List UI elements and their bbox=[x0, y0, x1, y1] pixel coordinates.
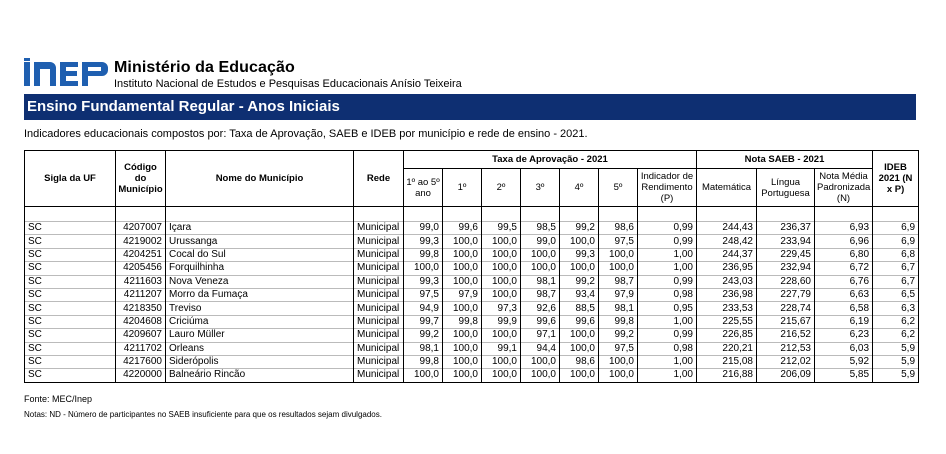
cell-rede: Municipal bbox=[354, 315, 404, 328]
header-indicador-rendimento: Indicador de Rendimento (P) bbox=[638, 169, 697, 207]
cell-taxa-2: 99,9 bbox=[482, 315, 521, 328]
cell-taxa-4: 99,2 bbox=[560, 275, 599, 288]
cell-ideb: 6,5 bbox=[873, 288, 919, 301]
cell-portugues: 227,79 bbox=[757, 288, 815, 301]
header-lingua-portuguesa: Língua Portuguesa bbox=[757, 169, 815, 207]
cell-matematica: 220,21 bbox=[697, 342, 757, 355]
cell-nota-media: 6,58 bbox=[815, 302, 873, 315]
cell-codigo: 4204608 bbox=[116, 315, 166, 328]
table-body bbox=[25, 207, 919, 383]
cell-taxa-4: 99,6 bbox=[560, 315, 599, 328]
cell-taxa-1-5: 99,7 bbox=[404, 315, 443, 328]
header-codigo: Código do Município bbox=[116, 151, 166, 207]
header-taxa-1: 1º bbox=[443, 169, 482, 207]
cell-nome: Forquilhinha bbox=[166, 262, 354, 275]
cell-taxa-1: 100,0 bbox=[443, 342, 482, 355]
cell-rede: Municipal bbox=[354, 329, 404, 342]
cell-taxa-4: 99,2 bbox=[560, 222, 599, 235]
table-row bbox=[25, 355, 919, 368]
table-row bbox=[25, 262, 919, 275]
cell-taxa-1-5: 99,3 bbox=[404, 235, 443, 248]
cell-uf: SC bbox=[25, 342, 116, 355]
cell-taxa-1: 100,0 bbox=[443, 369, 482, 382]
cell-codigo: 4217600 bbox=[116, 355, 166, 368]
cell-taxa-2: 100,0 bbox=[482, 262, 521, 275]
cell-ideb: 5,9 bbox=[873, 369, 919, 382]
cell-portugues: 229,45 bbox=[757, 248, 815, 261]
cell-taxa-2: 100,0 bbox=[482, 329, 521, 342]
cell-taxa-1-5: 94,9 bbox=[404, 302, 443, 315]
cell-codigo: 4219002 bbox=[116, 235, 166, 248]
cell-nota-media: 6,76 bbox=[815, 275, 873, 288]
cell-taxa-1: 100,0 bbox=[443, 355, 482, 368]
cell-nota-media: 5,85 bbox=[815, 369, 873, 382]
cell-matematica: 236,98 bbox=[697, 288, 757, 301]
cell-taxa-3: 100,0 bbox=[521, 355, 560, 368]
cell-nota-media: 6,19 bbox=[815, 315, 873, 328]
cell-taxa-5: 97,9 bbox=[599, 288, 638, 301]
cell-nome: Siderópolis bbox=[166, 355, 354, 368]
cell-nome: Balneário Rincão bbox=[166, 369, 354, 382]
cell-nome: Nova Veneza bbox=[166, 275, 354, 288]
cell-taxa-5: 99,2 bbox=[599, 329, 638, 342]
cell-nota-media: 6,72 bbox=[815, 262, 873, 275]
cell-taxa-1: 99,6 bbox=[443, 222, 482, 235]
cell-taxa-3: 98,1 bbox=[521, 275, 560, 288]
cell-taxa-2: 100,0 bbox=[482, 248, 521, 261]
cell-taxa-1: 100,0 bbox=[443, 302, 482, 315]
cell-taxa-5: 100,0 bbox=[599, 355, 638, 368]
cell-uf: SC bbox=[25, 288, 116, 301]
cell-nome: Cocal do Sul bbox=[166, 248, 354, 261]
section-banner bbox=[24, 94, 916, 120]
institute-name: Instituto Nacional de Estudos e Pesquisas Educacionais Anísio Teixeira bbox=[114, 78, 462, 90]
cell-indicador: 0,98 bbox=[638, 342, 697, 355]
header-saeb-group: Nota SAEB - 2021 bbox=[697, 151, 873, 169]
cell-taxa-1: 100,0 bbox=[443, 275, 482, 288]
cell-taxa-4: 100,0 bbox=[560, 235, 599, 248]
cell-matematica: 226,85 bbox=[697, 329, 757, 342]
cell-taxa-1: 97,9 bbox=[443, 288, 482, 301]
table-row bbox=[25, 235, 919, 248]
cell-ideb: 5,9 bbox=[873, 355, 919, 368]
header-taxa-2: 2º bbox=[482, 169, 521, 207]
cell-taxa-2: 99,1 bbox=[482, 342, 521, 355]
report-header bbox=[24, 58, 924, 92]
cell-taxa-3: 99,6 bbox=[521, 315, 560, 328]
cell-taxa-1-5: 99,8 bbox=[404, 248, 443, 261]
cell-rede: Municipal bbox=[354, 275, 404, 288]
cell-uf: SC bbox=[25, 262, 116, 275]
cell-taxa-5: 97,5 bbox=[599, 342, 638, 355]
cell-taxa-5: 97,5 bbox=[599, 235, 638, 248]
banner-title: Ensino Fundamental Regular - Anos Iniciais bbox=[27, 98, 340, 115]
cell-nota-media: 5,92 bbox=[815, 355, 873, 368]
cell-indicador: 1,00 bbox=[638, 262, 697, 275]
cell-codigo: 4220000 bbox=[116, 369, 166, 382]
cell-ideb: 6,9 bbox=[873, 222, 919, 235]
cell-taxa-4: 99,3 bbox=[560, 248, 599, 261]
cell-taxa-1-5: 99,8 bbox=[404, 355, 443, 368]
table-row bbox=[25, 222, 919, 235]
cell-matematica: 244,43 bbox=[697, 222, 757, 235]
cell-taxa-5: 100,0 bbox=[599, 369, 638, 382]
cell-nome: Treviso bbox=[166, 302, 354, 315]
cell-rede: Municipal bbox=[354, 235, 404, 248]
cell-matematica: 236,95 bbox=[697, 262, 757, 275]
cell-portugues: 233,94 bbox=[757, 235, 815, 248]
cell-taxa-1: 100,0 bbox=[443, 248, 482, 261]
cell-codigo: 4211603 bbox=[116, 275, 166, 288]
cell-taxa-3: 97,1 bbox=[521, 329, 560, 342]
table-row bbox=[25, 302, 919, 315]
cell-taxa-1-5: 99,3 bbox=[404, 275, 443, 288]
cell-codigo: 4211702 bbox=[116, 342, 166, 355]
table-row bbox=[25, 315, 919, 328]
cell-taxa-4: 98,6 bbox=[560, 355, 599, 368]
cell-taxa-2: 100,0 bbox=[482, 235, 521, 248]
cell-taxa-4: 100,0 bbox=[560, 369, 599, 382]
cell-indicador: 0,99 bbox=[638, 235, 697, 248]
cell-indicador: 1,00 bbox=[638, 369, 697, 382]
cell-uf: SC bbox=[25, 248, 116, 261]
cell-codigo: 4204251 bbox=[116, 248, 166, 261]
cell-ideb: 6,9 bbox=[873, 235, 919, 248]
cell-taxa-1: 100,0 bbox=[443, 235, 482, 248]
cell-matematica: 233,53 bbox=[697, 302, 757, 315]
cell-taxa-5: 99,8 bbox=[599, 315, 638, 328]
cell-taxa-1-5: 99,2 bbox=[404, 329, 443, 342]
header-nome: Nome do Município bbox=[166, 151, 354, 207]
cell-nome: Orleans bbox=[166, 342, 354, 355]
cell-rede: Municipal bbox=[354, 355, 404, 368]
cell-nome: Urussanga bbox=[166, 235, 354, 248]
cell-taxa-1-5: 98,1 bbox=[404, 342, 443, 355]
cell-codigo: 4211207 bbox=[116, 288, 166, 301]
cell-indicador: 1,00 bbox=[638, 355, 697, 368]
cell-taxa-5: 100,0 bbox=[599, 248, 638, 261]
cell-taxa-3: 100,0 bbox=[521, 248, 560, 261]
cell-taxa-2: 100,0 bbox=[482, 275, 521, 288]
cell-codigo: 4209607 bbox=[116, 329, 166, 342]
cell-taxa-1-5: 100,0 bbox=[404, 369, 443, 382]
cell-rede: Municipal bbox=[354, 262, 404, 275]
cell-nome: Criciúma bbox=[166, 315, 354, 328]
cell-taxa-4: 100,0 bbox=[560, 262, 599, 275]
cell-taxa-2: 100,0 bbox=[482, 288, 521, 301]
cell-taxa-1-5: 97,5 bbox=[404, 288, 443, 301]
cell-ideb: 6,3 bbox=[873, 302, 919, 315]
cell-rede: Municipal bbox=[354, 222, 404, 235]
cell-indicador: 1,00 bbox=[638, 248, 697, 261]
header-taxa-group: Taxa de Aprovação - 2021 bbox=[404, 151, 697, 169]
cell-taxa-4: 88,5 bbox=[560, 302, 599, 315]
cell-nome: Lauro Müller bbox=[166, 329, 354, 342]
cell-rede: Municipal bbox=[354, 288, 404, 301]
cell-indicador: 0,99 bbox=[638, 329, 697, 342]
cell-uf: SC bbox=[25, 275, 116, 288]
cell-nome: Morro da Fumaça bbox=[166, 288, 354, 301]
cell-matematica: 243,03 bbox=[697, 275, 757, 288]
cell-uf: SC bbox=[25, 222, 116, 235]
cell-rede: Municipal bbox=[354, 248, 404, 261]
cell-portugues: 212,53 bbox=[757, 342, 815, 355]
cell-indicador: 0,95 bbox=[638, 302, 697, 315]
cell-taxa-1: 99,8 bbox=[443, 315, 482, 328]
header-ideb: IDEB 2021 (N x P) bbox=[873, 151, 919, 207]
table-row bbox=[25, 288, 919, 301]
ministry-title: Ministério da Educação bbox=[114, 59, 295, 76]
cell-taxa-4: 93,4 bbox=[560, 288, 599, 301]
cell-uf: SC bbox=[25, 302, 116, 315]
cell-uf: SC bbox=[25, 235, 116, 248]
cell-codigo: 4207007 bbox=[116, 222, 166, 235]
cell-nome: Içara bbox=[166, 222, 354, 235]
cell-nota-media: 6,03 bbox=[815, 342, 873, 355]
header-matematica: Matemática bbox=[697, 169, 757, 207]
cell-matematica: 248,42 bbox=[697, 235, 757, 248]
cell-taxa-5: 100,0 bbox=[599, 262, 638, 275]
cell-portugues: 228,74 bbox=[757, 302, 815, 315]
cell-taxa-5: 98,6 bbox=[599, 222, 638, 235]
report-subtitle: Indicadores educacionais compostos por: Taxa de Aprovação, SAEB e IDEB por município e rede de ensino - 2021. bbox=[24, 128, 588, 140]
cell-uf: SC bbox=[25, 369, 116, 382]
cell-rede: Municipal bbox=[354, 369, 404, 382]
cell-portugues: 206,09 bbox=[757, 369, 815, 382]
cell-taxa-3: 98,7 bbox=[521, 288, 560, 301]
cell-uf: SC bbox=[25, 329, 116, 342]
table-row bbox=[25, 329, 919, 342]
cell-portugues: 212,02 bbox=[757, 355, 815, 368]
table-row bbox=[25, 342, 919, 355]
cell-codigo: 4205456 bbox=[116, 262, 166, 275]
header-uf: Sigla da UF bbox=[25, 151, 116, 207]
cell-nota-media: 6,63 bbox=[815, 288, 873, 301]
cell-taxa-5: 98,1 bbox=[599, 302, 638, 315]
cell-portugues: 236,37 bbox=[757, 222, 815, 235]
cell-taxa-3: 100,0 bbox=[521, 262, 560, 275]
cell-taxa-2: 100,0 bbox=[482, 355, 521, 368]
cell-rede: Municipal bbox=[354, 342, 404, 355]
cell-ideb: 5,9 bbox=[873, 342, 919, 355]
cell-indicador: 1,00 bbox=[638, 315, 697, 328]
cell-taxa-2: 99,5 bbox=[482, 222, 521, 235]
indicators-table bbox=[24, 150, 919, 383]
cell-taxa-3: 92,6 bbox=[521, 302, 560, 315]
cell-taxa-1-5: 100,0 bbox=[404, 262, 443, 275]
cell-ideb: 6,2 bbox=[873, 329, 919, 342]
cell-taxa-1: 100,0 bbox=[443, 329, 482, 342]
cell-matematica: 225,55 bbox=[697, 315, 757, 328]
cell-nota-media: 6,96 bbox=[815, 235, 873, 248]
header-nota-media: Nota Média Padronizada (N) bbox=[815, 169, 873, 207]
cell-taxa-1-5: 99,0 bbox=[404, 222, 443, 235]
footer-notes: Notas: ND - Número de participantes no SAEB insuficiente para que os resultados sejam divulgados. bbox=[24, 410, 382, 419]
cell-uf: SC bbox=[25, 315, 116, 328]
header-taxa-3: 3º bbox=[521, 169, 560, 207]
cell-portugues: 215,67 bbox=[757, 315, 815, 328]
cell-portugues: 216,52 bbox=[757, 329, 815, 342]
cell-nota-media: 6,93 bbox=[815, 222, 873, 235]
cell-rede: Municipal bbox=[354, 302, 404, 315]
footer-source: Fonte: MEC/Inep bbox=[24, 394, 93, 404]
cell-taxa-3: 94,4 bbox=[521, 342, 560, 355]
cell-matematica: 215,08 bbox=[697, 355, 757, 368]
cell-ideb: 6,2 bbox=[873, 315, 919, 328]
cell-taxa-3: 99,0 bbox=[521, 235, 560, 248]
header-taxa-1-5: 1º ao 5º ano bbox=[404, 169, 443, 207]
cell-portugues: 228,60 bbox=[757, 275, 815, 288]
table-row bbox=[25, 369, 919, 382]
inep-logo bbox=[24, 58, 110, 90]
cell-taxa-5: 98,7 bbox=[599, 275, 638, 288]
cell-ideb: 6,8 bbox=[873, 248, 919, 261]
cell-nota-media: 6,23 bbox=[815, 329, 873, 342]
cell-taxa-2: 100,0 bbox=[482, 369, 521, 382]
cell-portugues: 232,94 bbox=[757, 262, 815, 275]
cell-nota-media: 6,80 bbox=[815, 248, 873, 261]
cell-taxa-4: 100,0 bbox=[560, 329, 599, 342]
cell-codigo: 4218350 bbox=[116, 302, 166, 315]
header-rede: Rede bbox=[354, 151, 404, 207]
cell-indicador: 0,98 bbox=[638, 288, 697, 301]
header-taxa-4: 4º bbox=[560, 169, 599, 207]
cell-uf: SC bbox=[25, 355, 116, 368]
cell-ideb: 6,7 bbox=[873, 275, 919, 288]
table-spacer bbox=[25, 207, 919, 222]
cell-matematica: 244,37 bbox=[697, 248, 757, 261]
cell-taxa-2: 97,3 bbox=[482, 302, 521, 315]
header-taxa-5: 5º bbox=[599, 169, 638, 207]
cell-matematica: 216,88 bbox=[697, 369, 757, 382]
cell-ideb: 6,7 bbox=[873, 262, 919, 275]
table-row bbox=[25, 248, 919, 261]
cell-taxa-3: 100,0 bbox=[521, 369, 560, 382]
table-row bbox=[25, 275, 919, 288]
cell-indicador: 0,99 bbox=[638, 222, 697, 235]
cell-taxa-1: 100,0 bbox=[443, 262, 482, 275]
cell-taxa-3: 98,5 bbox=[521, 222, 560, 235]
cell-taxa-4: 100,0 bbox=[560, 342, 599, 355]
cell-indicador: 0,99 bbox=[638, 275, 697, 288]
